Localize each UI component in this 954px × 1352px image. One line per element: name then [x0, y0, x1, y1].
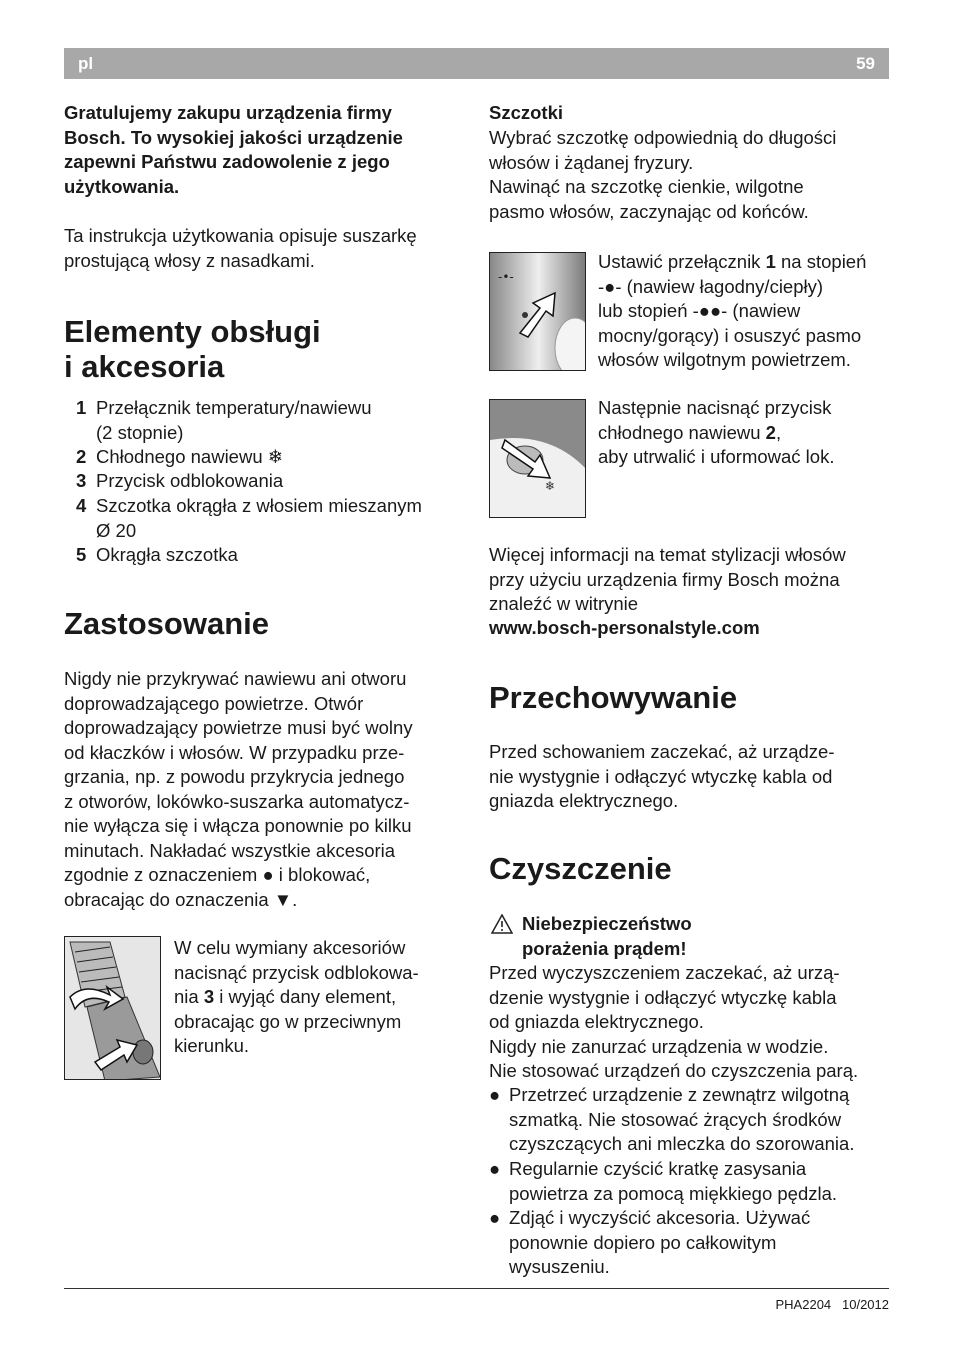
- usage-heading: Zastosowanie: [64, 606, 269, 641]
- intro-text: Ta instrukcja użytkowania opisuje suszarkę prostującą włosy z nasadkami.: [64, 225, 417, 271]
- warning-title: Niebezpieczeństwo porażenia prądem!: [522, 913, 692, 959]
- footer-divider: [64, 1288, 889, 1289]
- storage-heading: Przechowywanie: [489, 680, 738, 715]
- brushes-text: Wybrać szczotkę odpowiednią do długości włosów i żądanej fryzury. Nawinąć na szczotkę cienkie, wilgotne pasmo włosów, zaczynając od końców.: [489, 127, 837, 222]
- language-code: pl: [78, 54, 94, 73]
- switch-text: Ustawić przełącznik 1 na stopień -●- (nawiew łagodny/ciepły) lub stopień -●●- (nawiew mocny/gorący) i osuszyć pasmo włosów wilgotnym powietrzem.: [598, 251, 867, 370]
- accessory-change-illustration: [64, 936, 161, 1080]
- switch-slide-icon: [490, 253, 586, 371]
- cleaning-heading: Czyszczenie: [489, 851, 672, 886]
- switch-illustration: [489, 252, 586, 371]
- intro-bold: Gratulujemy zakupu urządzenia firmy Bosch. To wysokiej jakości urządzenie zapewni Państwu zadowolenie z jego użytkowania.: [64, 102, 403, 197]
- more-info-text: Więcej informacji na temat stylizacji włosów przy użyciu urządzenia firmy Bosch można znaleźć w witrynie: [489, 544, 846, 614]
- bullet-icon: ●: [489, 1084, 501, 1105]
- elements-heading: Elementy obsługi i akcesoria: [64, 314, 321, 384]
- bullet-icon: ●: [489, 1207, 501, 1228]
- bullet-icon: ●: [489, 1158, 501, 1179]
- warning-triangle-icon: [491, 914, 513, 934]
- cool-button-icon: [490, 400, 586, 518]
- brushes-heading: Szczotki: [489, 102, 564, 123]
- page-number: 59: [856, 54, 875, 73]
- usage-text: Nigdy nie przykrywać nawiewu ani otworu doprowadzającego powietrze. Otwór doprowadzający powietrze musi być wolny od kłaczków i włosów. W przypadku prze- grzania, np. z powodu przykrycia jednego z otworów, lokówko-suszarka automatycz- nie wyłącza się i włącza ponownie po kilku minutach. Nakładać wszystkie akcesoria zgodnie z oznaczeniem ● i blokować, obracając do oznaczenia ▼.: [64, 668, 413, 910]
- storage-text: Przed schowaniem zaczekać, aż urządze- nie wystygnie i odłączyć wtyczkę kabla od gniazda elektrycznego.: [489, 741, 835, 811]
- svg-text:-•-: -•-: [498, 270, 514, 284]
- model-number: PHA2204: [775, 1297, 832, 1312]
- accessory-text: W celu wymiany akcesoriów nacisnąć przycisk odblokowa- nia 3 i wyjąć dany element, obracając go w przeciwnym kierunku.: [174, 937, 419, 1056]
- cleaning-text: Przed wyczyszczeniem zaczekać, aż urzą- dzenie wystygnie i odłączyć wtyczkę kabla od gniazda elektrycznego. Nigdy nie zanurzać urządzenia w wodzie. Nie stosować urządzeń do czyszczenia parą.: [489, 962, 859, 1081]
- brush-release-icon: [65, 937, 161, 1080]
- cool-shot-illustration: [489, 399, 586, 518]
- edition-date: 10/2012: [842, 1297, 889, 1312]
- cool-shot-text: Następnie nacisnąć przycisk chłodnego nawiewu 2, aby utrwalić i uformować lok.: [598, 397, 835, 467]
- website-link[interactable]: www.bosch-personalstyle.com: [489, 617, 760, 638]
- page-header: [64, 48, 889, 79]
- svg-text:❄: ❄: [545, 479, 556, 493]
- footer: [776, 1297, 890, 1312]
